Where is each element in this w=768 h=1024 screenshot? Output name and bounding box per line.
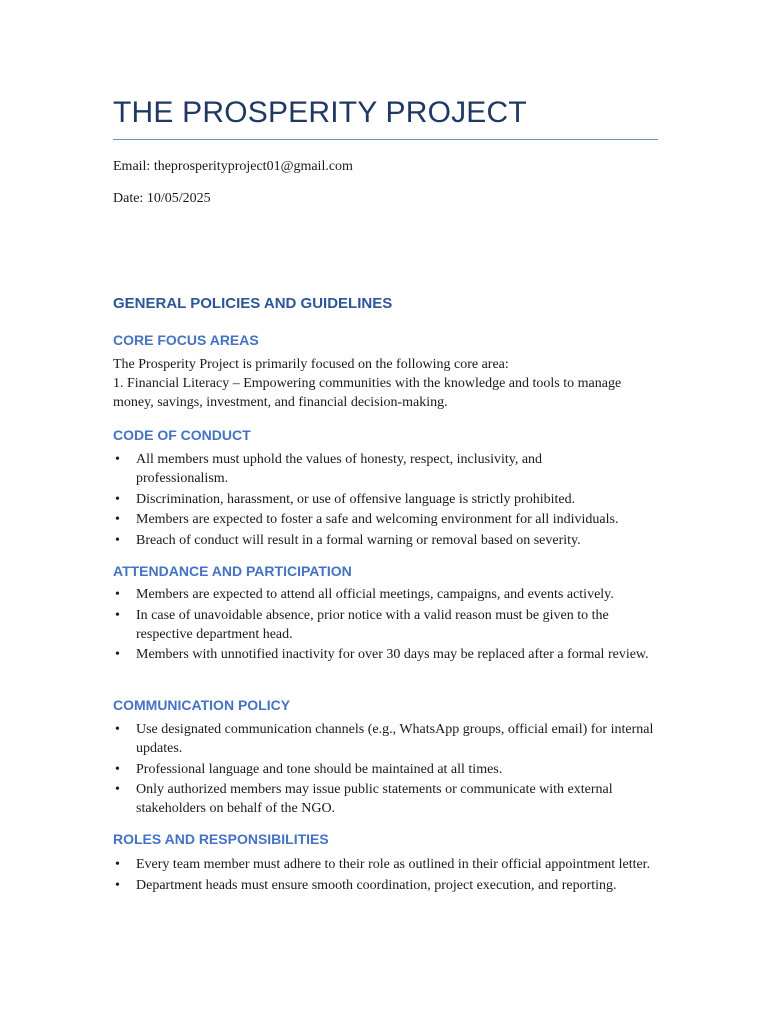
document-title: THE PROSPERITY PROJECT <box>113 96 527 129</box>
core-focus-line: The Prosperity Project is primarily focused on the following core area: <box>113 357 509 372</box>
list-item: • Members are expected to attend all official meetings, campaigns, and events actively. <box>113 585 658 604</box>
date-line: Date: 10/05/2025 <box>113 191 211 206</box>
code-of-conduct-list <box>113 450 658 551</box>
roles-list <box>113 855 658 896</box>
list-item: • Every team member must adhere to their role as outlined in their official appointment letter. <box>113 855 658 874</box>
communication-heading: COMMUNICATION POLICY <box>113 697 291 713</box>
list-item: • Discrimination, harassment, or use of offensive language is strictly prohibited. <box>113 490 658 509</box>
list-item: • In case of unavoidable absence, prior notice with a valid reason must be given to the respective department head. <box>113 606 658 644</box>
list-item: • Members with unnotified inactivity for over 30 days may be replaced after a formal review. <box>113 645 658 664</box>
roles-heading: ROLES AND RESPONSIBILITIES <box>113 831 329 847</box>
list-item: • All members must uphold the values of honesty, respect, inclusivity, and professionalism. <box>113 450 566 488</box>
list-item: • Breach of conduct will result in a formal warning or removal based on severity. <box>113 531 658 550</box>
attendance-heading: ATTENDANCE AND PARTICIPATION <box>113 563 352 579</box>
attendance-list <box>113 585 658 666</box>
main-heading: GENERAL POLICIES AND GUIDELINES <box>113 295 393 312</box>
core-focus-line: 1. Financial Literacy – Empowering communities with the knowledge and tools to manage <box>113 376 622 391</box>
core-focus-paragraph <box>113 355 658 412</box>
code-of-conduct-heading: CODE OF CONDUCT <box>113 427 251 443</box>
list-item: • Professional language and tone should be maintained at all times. <box>113 760 658 779</box>
list-item: • Members are expected to foster a safe and welcoming environment for all individuals. <box>113 510 658 529</box>
email-line: Email: theprosperityproject01@gmail.com <box>113 159 353 174</box>
list-item: • Department heads must ensure smooth coordination, project execution, and reporting. <box>113 876 658 895</box>
list-item: • Use designated communication channels (e.g., WhatsApp groups, official email) for internal updates. <box>113 720 658 758</box>
core-focus-heading: CORE FOCUS AREAS <box>113 332 259 348</box>
core-focus-line: money, savings, investment, and financial decision-making. <box>113 395 448 410</box>
communication-list <box>113 720 658 820</box>
list-item: • Only authorized members may issue public statements or communicate with external stakeholders on behalf of the NGO. <box>113 780 658 818</box>
title-divider <box>113 139 658 140</box>
